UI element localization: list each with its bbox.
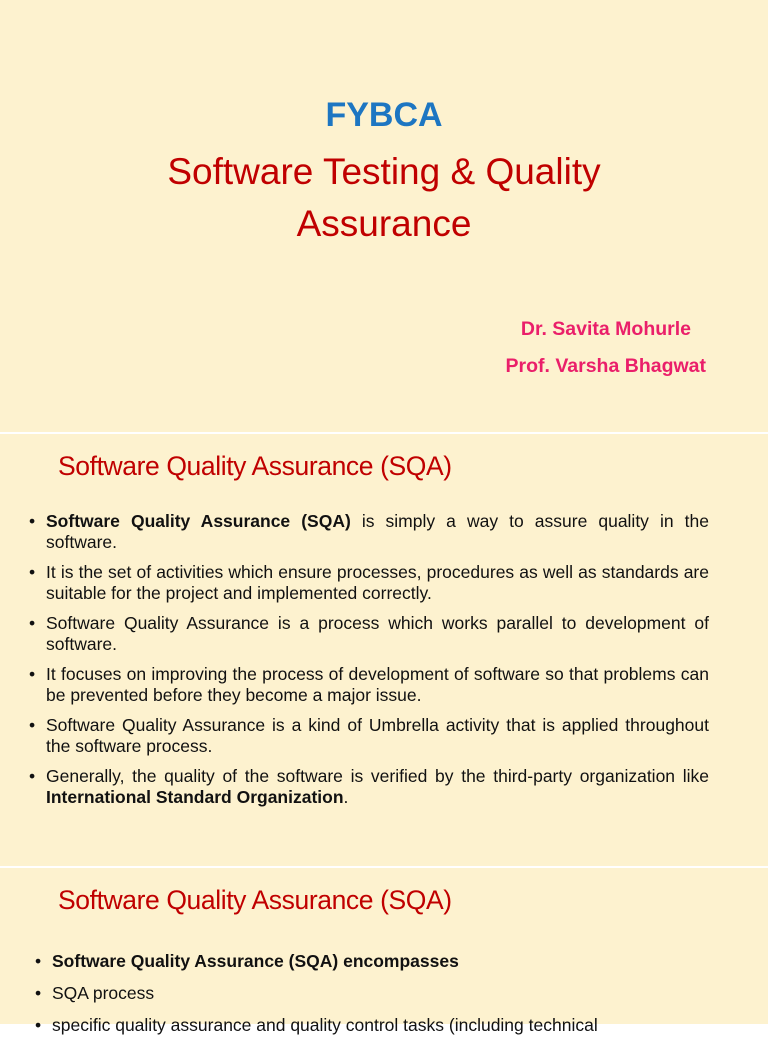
bullet-dot: • bbox=[35, 983, 42, 1003]
bullet-dot: • bbox=[35, 951, 42, 971]
title-line-1: Software Testing & Quality bbox=[167, 151, 601, 192]
bullet-item: • Software Quality Assurance is a kind of Umbrella activity that is applied throughout the software process. bbox=[29, 715, 709, 756]
course-name: FYBCA bbox=[325, 96, 443, 134]
bullet-dot: • bbox=[29, 562, 36, 582]
slide-heading: Software Quality Assurance (SQA) bbox=[58, 451, 452, 481]
bullet-list bbox=[35, 950, 715, 1046]
slide-heading: Software Quality Assurance (SQA) bbox=[58, 885, 452, 915]
presentation-title bbox=[0, 146, 768, 250]
bullet-dot: • bbox=[35, 1015, 42, 1035]
title-line-2: Assurance bbox=[296, 203, 472, 244]
bullet-dot: • bbox=[29, 613, 36, 633]
bullet-item: • SQA process bbox=[35, 983, 155, 1003]
bullet-item: • Software Quality Assurance (SQA) encompasses bbox=[35, 951, 459, 971]
sqa-slide-2 bbox=[0, 868, 768, 1035]
bullet-item: • It focuses on improving the process of development of software so that problems can be prevented before they become a major issue. bbox=[29, 664, 709, 705]
bullet-dot: • bbox=[29, 511, 36, 531]
sqa-slide-1 bbox=[0, 434, 768, 866]
author-2: Prof. Varsha Bhagwat bbox=[505, 355, 706, 377]
bullet-item: • Software Quality Assurance is a process which works parallel to development of software. bbox=[29, 613, 709, 654]
bullet-item: • Software Quality Assurance (SQA) is simply a way to assure quality in the software. bbox=[29, 511, 709, 552]
bullet-item: • Generally, the quality of the software is verified by the third-party organization like International Standard Organization. bbox=[29, 766, 709, 807]
bullet-item: • It is the set of activities which ensure processes, procedures as well as standards are suitable for the project and implemented correctly. bbox=[29, 562, 709, 603]
bullet-dot: • bbox=[29, 715, 36, 735]
author-1: Dr. Savita Mohurle bbox=[520, 318, 691, 340]
bullet-item: • specific quality assurance and quality control tasks (including technical bbox=[35, 1015, 598, 1035]
title-slide bbox=[0, 0, 768, 432]
bullet-dot: • bbox=[29, 664, 36, 684]
bullet-list bbox=[29, 511, 709, 817]
bullet-dot: • bbox=[29, 766, 36, 786]
